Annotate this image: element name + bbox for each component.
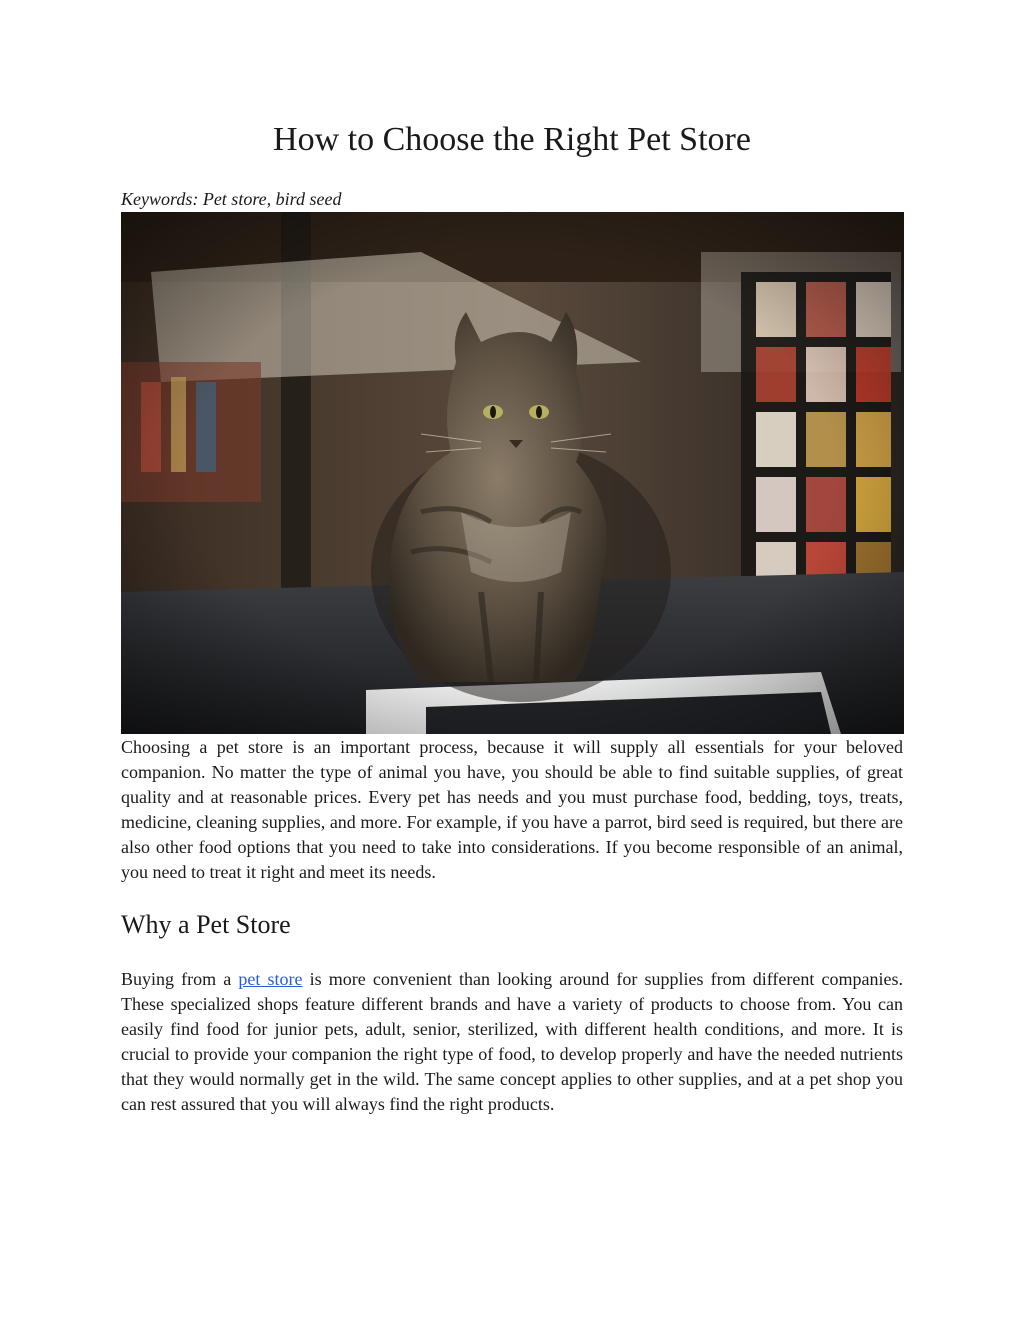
pet-store-link[interactable]: pet store [238,969,303,989]
paragraph-text-before-link: Buying from a [121,969,239,989]
keywords-line: Keywords: Pet store, bird seed [121,189,342,209]
why-pet-store-paragraph [121,967,903,1117]
intro-paragraph: Choosing a pet store is an important process, because it will supply all essentials for your beloved companion. No matter the type of animal you have, you should be able to find suitable supplies, of great quality and at reasonable prices. Every pet has needs and you must purchase food, bedding, toys, treats, medicine, cleaning supplies, and more. For example, if you have a parrot, bird seed is required, but there are also other food options that you need to take into considerations. If you become responsible of an animal, you need to treat it right and meet its needs. [121,737,903,882]
paragraph-text-after-link: is more convenient than looking around for supplies from different companies. These specialized shops feature different brands and have a variety of products to choose from. You can easily find food for junior pets, adult, senior, sterilized, with different health conditions, and more. It is crucial to provide your companion the right type of food, to develop properly and have the needed nutrients that they would normally get in the wild. The same concept applies to other supplies, and at a pet shop you can rest assured that you will always find the right products. [121,969,903,1114]
page-title: How to Choose the Right Pet Store [273,121,751,158]
cat-in-shop-window-photo [121,212,904,734]
section-heading-why-pet-store: Why a Pet Store [121,910,291,939]
